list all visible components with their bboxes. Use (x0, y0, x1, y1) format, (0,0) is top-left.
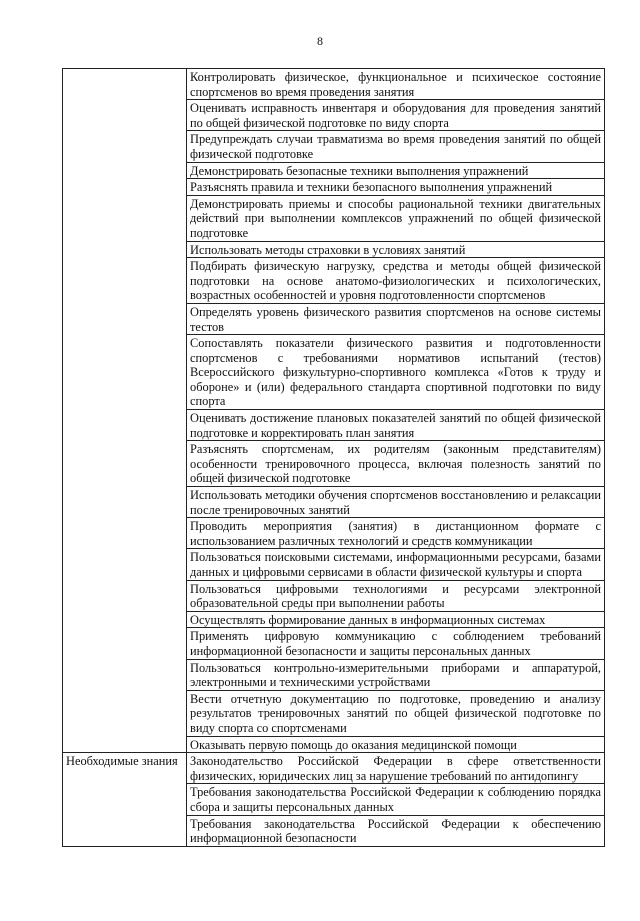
requirement-item: Применять цифровую коммуникацию с соблюдением требований информационной безопасности и защиты персональных данных (187, 628, 605, 659)
requirement-item: Оценивать исправность инвентаря и оборудования для проведения занятий по общей физической подготовке по виду спорта (187, 100, 605, 131)
requirement-item: Пользоваться цифровыми технологиями и ресурсами электронной образовательной среды при выполнении работы (187, 580, 605, 611)
requirement-item: Подбирать физическую нагрузку, средства и методы общей физической подготовки на основе анатомо-физиологических и психологических, возрастных особенностей и уровня подготовленности спортсменов (187, 258, 605, 304)
page-number: 8 (317, 34, 323, 48)
requirements-table (62, 68, 605, 847)
section-label (63, 69, 187, 753)
section-label: Необходимые знания (63, 753, 187, 847)
requirement-item: Требования законодательства Российской Федерации к обеспечению информационной безопасности (187, 815, 605, 846)
requirement-item: Предупреждать случаи травматизма во время проведения занятий по общей физической подготовке (187, 131, 605, 162)
requirement-item: Демонстрировать безопасные техники выполнения упражнений (187, 162, 605, 179)
requirement-item: Использовать методики обучения спортсменов восстановлению и релаксации после тренировочных занятий (187, 487, 605, 518)
requirement-item: Законодательство Российской Федерации в сфере ответственности физических, юридических лиц за нарушение требований по антидопингу (187, 753, 605, 784)
requirement-item: Оказывать первую помощь до оказания медицинской помощи (187, 736, 605, 753)
table-row (63, 69, 605, 100)
requirement-item: Осуществлять формирование данных в информационных системах (187, 611, 605, 628)
requirement-item: Проводить мероприятия (занятия) в дистанционном формате с использованием различных технологий и средств коммуникации (187, 518, 605, 549)
requirement-item: Требования законодательства Российской Федерации к соблюдению порядка сбора и защиты персональных данных (187, 784, 605, 815)
requirement-item: Определять уровень физического развития спортсменов на основе системы тестов (187, 303, 605, 334)
requirement-item: Пользоваться контрольно-измерительными приборами и аппаратурой, электронными и техническими устройствами (187, 659, 605, 690)
requirement-item: Контролировать физическое, функциональное и психическое состояние спортсменов во время проведения занятия (187, 69, 605, 100)
requirement-item: Сопоставлять показатели физического развития и подготовленности спортсменов с требованиями нормативов испытаний (тестов) Всероссийского физкультурно-спортивного комплекса «Готов к труду и обороне» и (или) федерального стандарта спортивной подготовки по виду спорта (187, 335, 605, 410)
requirement-item: Вести отчетную документацию по подготовке, проведению и анализу результатов тренировочных занятий по общей физической подготовке по виду спорта со спортсменами (187, 690, 605, 736)
requirement-item: Разъяснять правила и техники безопасного выполнения упражнений (187, 179, 605, 196)
requirement-item: Пользоваться поисковыми системами, информационными ресурсами, базами данных и цифровыми сервисами в области физической культуры и спорта (187, 549, 605, 580)
requirement-item: Использовать методы страховки в условиях занятий (187, 241, 605, 258)
requirements-table-body (63, 69, 605, 847)
requirement-item: Разъяснять спортсменам, их родителям (законным представителям) особенности тренировочного процесса, включая полезность занятий по общей физической подготовке (187, 441, 605, 487)
table-row (63, 753, 605, 784)
requirement-item: Демонстрировать приемы и способы рациональной техники двигательных действий при выполнении комплексов упражнений по общей физической подготовке (187, 195, 605, 241)
requirement-item: Оценивать достижение плановых показателей занятий по общей физической подготовке и корректировать план занятия (187, 410, 605, 441)
